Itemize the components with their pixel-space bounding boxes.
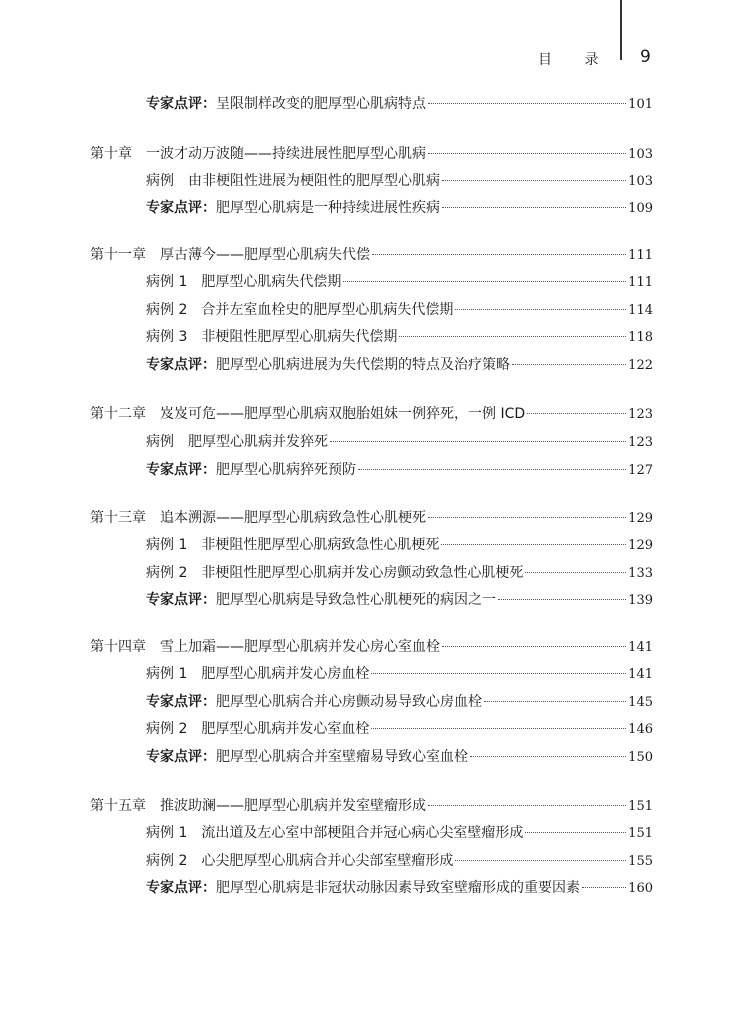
entry-label: 病例 2: [146, 721, 188, 737]
dot-leader: [343, 281, 626, 282]
entry-page: 127: [628, 463, 653, 478]
entry-page: 114: [628, 303, 653, 318]
dot-leader: [330, 441, 626, 442]
entry-page: 103: [628, 174, 653, 189]
entry-title: 肥厚型心肌病并发猝死: [188, 434, 328, 450]
entry-label: 第十三章: [90, 510, 146, 526]
entry-page: 155: [628, 854, 653, 869]
entry-page: 133: [628, 566, 653, 581]
entry-label: 专家点评：: [146, 880, 216, 896]
entry-label: 专家点评：: [146, 200, 216, 216]
dot-leader: [399, 336, 626, 337]
toc-chapter-entry[interactable]: [90, 245, 653, 266]
toc-case-entry[interactable]: [146, 432, 653, 453]
dot-leader: [428, 517, 626, 518]
entry-title: 推波助澜——肥厚型心肌病并发室壁瘤形成: [160, 798, 426, 814]
dot-leader: [371, 673, 626, 674]
entry-page: 141: [628, 640, 653, 655]
entry-title: 流出道及左心室中部梗阻合并冠心病心尖室壁瘤形成: [201, 825, 524, 841]
entry-label: 第十四章: [90, 639, 146, 655]
dot-leader: [441, 544, 626, 545]
page-header-title: 目 录: [538, 52, 613, 68]
toc-case-entry[interactable]: [146, 664, 653, 685]
entry-page: 111: [628, 248, 653, 263]
dot-leader: [442, 180, 626, 181]
toc-comment-entry[interactable]: [146, 94, 653, 115]
dot-leader: [455, 309, 626, 310]
entry-title: 非梗阻性肥厚型心肌病失代偿期: [201, 329, 398, 345]
dot-leader: [442, 207, 626, 208]
toc-comment-entry[interactable]: [146, 460, 653, 481]
entry-title: 由非梗阻性进展为梗阻性的肥厚型心肌病: [188, 173, 440, 189]
entry-page: 103: [628, 147, 653, 162]
entry-label: 病例 3: [146, 329, 188, 345]
toc-case-entry[interactable]: [146, 851, 653, 872]
entry-label: 专家点评：: [146, 749, 216, 765]
dot-leader: [470, 756, 626, 757]
entry-page: 118: [628, 330, 653, 345]
toc-case-entry[interactable]: [146, 327, 653, 348]
toc-chapter-entry[interactable]: [90, 637, 653, 658]
entry-page: 129: [628, 511, 653, 526]
entry-title: 肥厚型心肌病并发心房血栓: [201, 666, 370, 682]
dot-leader: [525, 832, 626, 833]
entry-page: 146: [628, 722, 653, 737]
entry-page: 111: [628, 275, 653, 290]
entry-page: 123: [628, 407, 653, 422]
entry-page: 101: [628, 97, 653, 112]
toc-case-entry[interactable]: [146, 300, 653, 321]
dot-leader: [498, 599, 626, 600]
dot-leader: [428, 805, 626, 806]
dot-leader: [455, 860, 626, 861]
entry-label: 专家点评：: [146, 462, 216, 478]
entry-page: 139: [628, 593, 653, 608]
toc-case-entry[interactable]: [146, 535, 653, 556]
dot-leader: [358, 469, 626, 470]
toc-comment-entry[interactable]: [146, 198, 653, 219]
page-number: 9: [640, 47, 651, 67]
entry-label: 第十一章: [90, 247, 146, 263]
entry-title: 肥厚型心肌病合并室壁瘤易导致心室血栓: [216, 749, 468, 765]
toc-comment-entry[interactable]: [146, 878, 653, 899]
entry-page: 150: [628, 750, 653, 765]
entry-label: 第十五章: [90, 798, 146, 814]
entry-page: 141: [628, 667, 653, 682]
dot-leader: [428, 153, 626, 154]
entry-label: 第十二章: [90, 406, 146, 422]
dot-leader: [512, 364, 626, 365]
entry-page: 129: [628, 538, 653, 553]
entry-page: 109: [628, 201, 653, 216]
entry-page: 123: [628, 435, 653, 450]
dot-leader: [582, 887, 626, 888]
dot-leader: [527, 413, 626, 414]
entry-label: 专家点评：: [146, 96, 216, 112]
entry-label: 病例 1: [146, 666, 188, 682]
entry-page: 151: [628, 799, 653, 814]
toc-case-entry[interactable]: [146, 719, 653, 740]
entry-title: 厚古薄今——肥厚型心肌病失代偿: [160, 247, 370, 263]
entry-label: 专家点评：: [146, 357, 216, 373]
entry-title: 呈限制样改变的肥厚型心肌病特点: [216, 96, 426, 112]
entry-label: 病例: [146, 434, 174, 450]
entry-title: 追本溯源——肥厚型心肌病致急性心肌梗死: [160, 510, 426, 526]
toc-chapter-entry[interactable]: [90, 404, 653, 425]
toc-chapter-entry[interactable]: [90, 144, 653, 165]
toc-case-entry[interactable]: [146, 563, 653, 584]
entry-label: 病例 1: [146, 825, 188, 841]
toc-comment-entry[interactable]: [146, 692, 653, 713]
entry-label: 病例 2: [146, 302, 188, 318]
entry-title: 非梗阻性肥厚型心肌病致急性心肌梗死: [201, 537, 440, 553]
entry-title: 一波才动万波随——持续进展性肥厚型心肌病: [146, 146, 426, 162]
dot-leader: [371, 728, 626, 729]
entry-page: 145: [628, 695, 653, 710]
dot-leader: [484, 701, 626, 702]
toc-case-entry[interactable]: [146, 171, 653, 192]
dot-leader: [428, 103, 626, 104]
toc-chapter-entry[interactable]: [90, 796, 653, 817]
entry-label: 病例 2: [146, 853, 188, 869]
entry-label: 病例 1: [146, 537, 188, 553]
entry-page: 151: [628, 826, 653, 841]
entry-title: 岌岌可危——肥厚型心肌病双胞胎姐妹一例猝死，一例 ICD: [160, 406, 526, 422]
toc-comment-entry[interactable]: [146, 590, 653, 611]
toc-chapter-entry[interactable]: [90, 508, 653, 529]
toc-case-entry[interactable]: [146, 272, 653, 293]
dot-leader: [525, 572, 626, 573]
entry-page: 122: [628, 358, 653, 373]
entry-title: 非梗阻性肥厚型心肌病并发心房颤动致急性心肌梗死: [201, 565, 524, 581]
header-rule: [620, 0, 622, 60]
entry-label: 病例: [146, 173, 174, 189]
entry-page: 160: [628, 881, 653, 896]
entry-title: 肥厚型心肌病合并心房颤动易导致心房血栓: [216, 694, 482, 710]
entry-label: 病例 2: [146, 565, 188, 581]
dot-leader: [442, 646, 626, 647]
entry-title: 心尖肥厚型心肌病合并心尖部室壁瘤形成: [201, 853, 454, 869]
toc-comment-entry[interactable]: [146, 355, 653, 376]
toc-case-entry[interactable]: [146, 823, 653, 844]
entry-title: 肥厚型心肌病并发心室血栓: [201, 721, 370, 737]
entry-label: 专家点评：: [146, 694, 216, 710]
entry-title: 肥厚型心肌病失代偿期: [201, 274, 342, 290]
entry-label: 病例 1: [146, 274, 188, 290]
entry-title: 肥厚型心肌病猝死预防: [216, 462, 356, 478]
entry-title: 肥厚型心肌病是非冠状动脉因素导致室壁瘤形成的重要因素: [216, 880, 580, 896]
entry-title: 肥厚型心肌病是一种持续进展性疾病: [216, 200, 440, 216]
entry-label: 第十章: [90, 146, 132, 162]
entry-title: 肥厚型心肌病是导致急性心肌梗死的病因之一: [216, 592, 496, 608]
entry-title: 肥厚型心肌病进展为失代偿期的特点及治疗策略: [216, 357, 510, 373]
dot-leader: [372, 254, 626, 255]
entry-label: 专家点评：: [146, 592, 216, 608]
entry-title: 雪上加霜——肥厚型心肌病并发心房心室血栓: [160, 639, 440, 655]
toc-comment-entry[interactable]: [146, 747, 653, 768]
entry-title: 合并左室血栓史的肥厚型心肌病失代偿期: [201, 302, 454, 318]
